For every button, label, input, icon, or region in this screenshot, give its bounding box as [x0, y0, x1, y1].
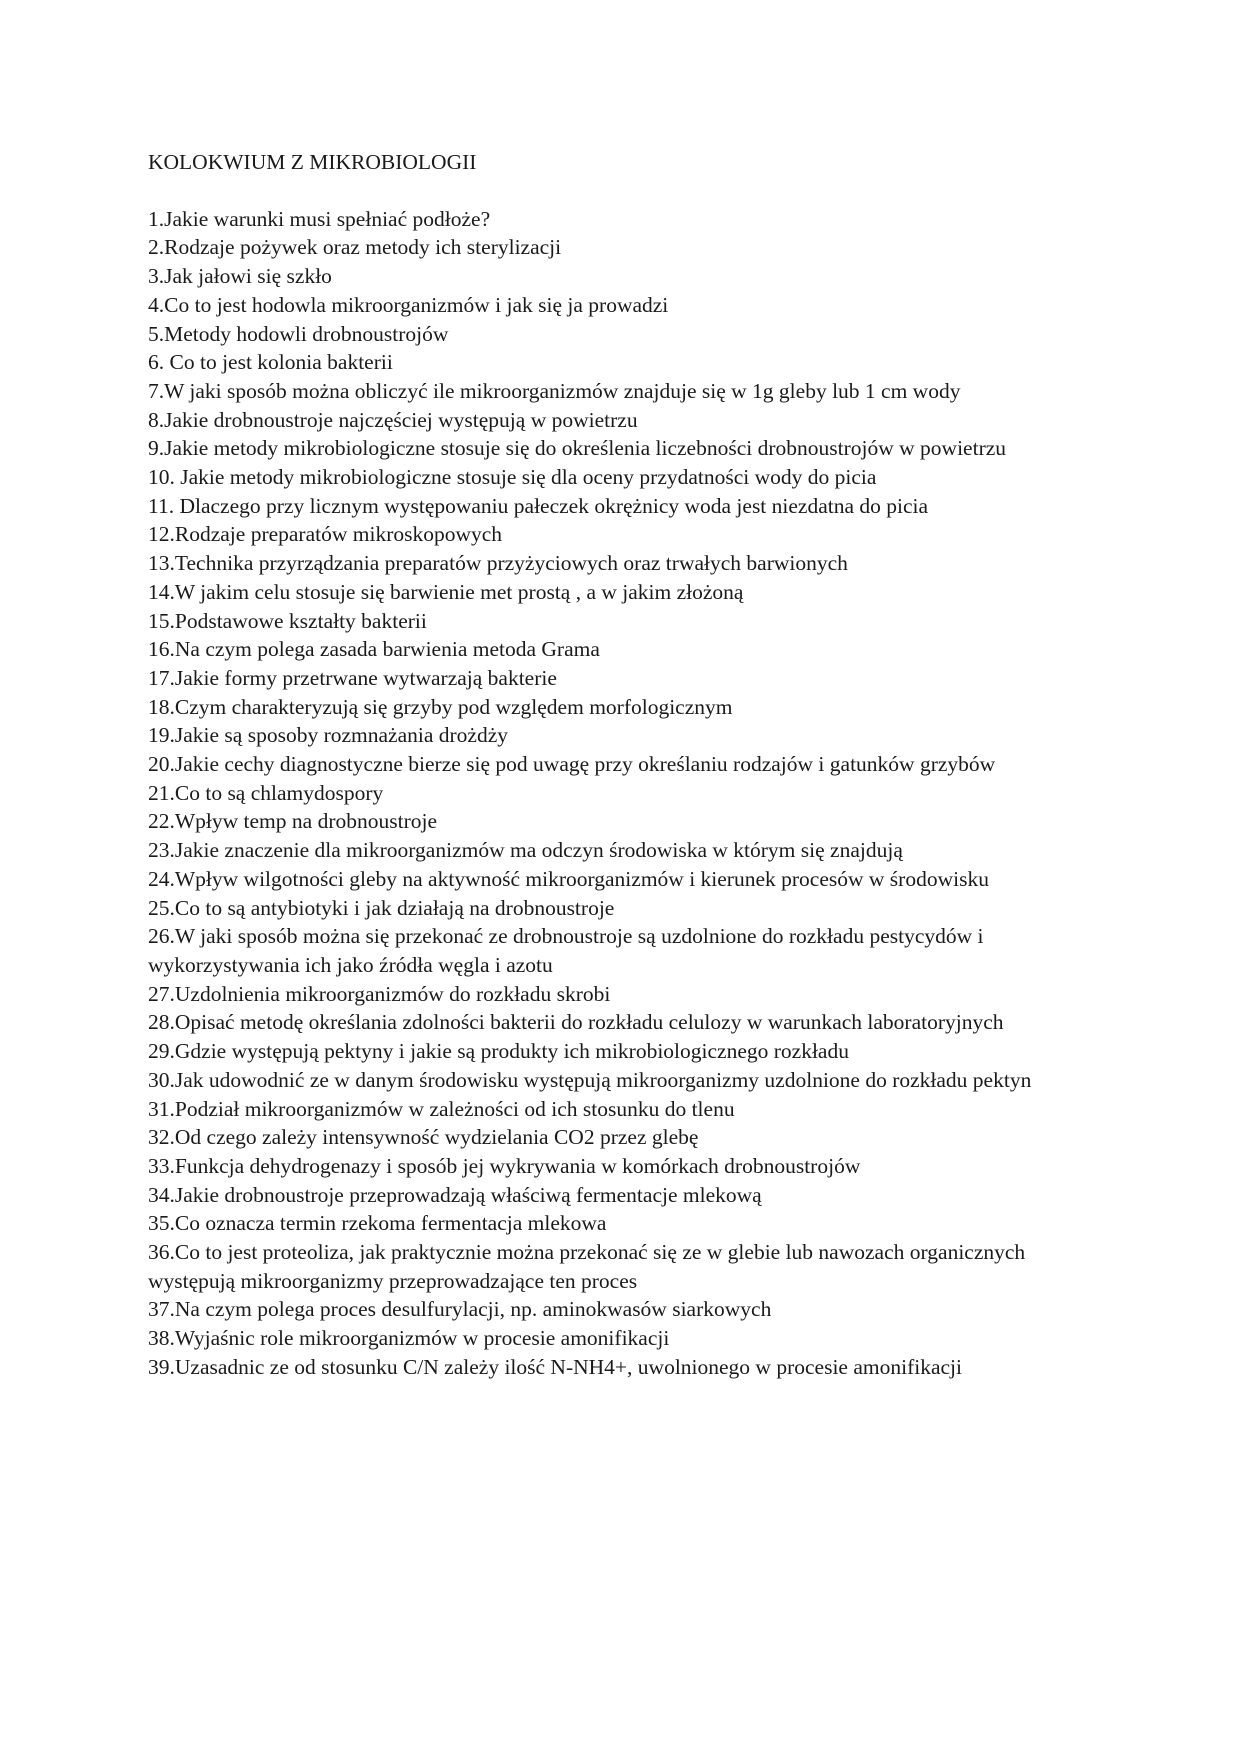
question-item: 7.W jaki sposób można obliczyć ile mikroorganizmów znajduje się w 1g gleby lub 1 cm wody [148, 378, 961, 403]
question-item: 23.Jakie znaczenie dla mikroorganizmów ma odczyn środowiska w którym się znajdują [148, 838, 903, 863]
question-item: 12.Rodzaje preparatów mikroskopowych [148, 522, 503, 547]
question-item: 38.Wyjaśnic role mikroorganizmów w procesie amonifikacji [148, 1326, 670, 1351]
question-item: 36.Co to jest proteoliza, jak praktycznie można przekonać się ze w glebie lub nawozach organicznych występują mikroorganizmy przeprowadzające ten proces [148, 1240, 1026, 1293]
question-item: 27.Uzdolnienia mikroorganizmów do rozkładu skrobi [148, 981, 611, 1006]
question-item: 31.Podział mikroorganizmów w zależności od ich stosunku do tlenu [148, 1096, 735, 1121]
question-item: 20.Jakie cechy diagnostyczne bierze się pod uwagę przy określaniu rodzajów i gatunków grzybów [148, 752, 996, 777]
question-item: 37.Na czym polega proces desulfurylacji, np. aminokwasów siarkowych [148, 1297, 772, 1322]
question-item: 1.Jakie warunki musi spełniać podłoże? [148, 206, 491, 231]
question-item: 2.Rodzaje pożywek oraz metody ich sterylizacji [148, 235, 562, 260]
question-item: 3.Jak jałowi się szkło [148, 264, 332, 289]
question-item: 35.Co oznacza termin rzekoma fermentacja mlekowa [148, 1211, 607, 1236]
question-list [148, 205, 1088, 1382]
question-item: 6. Co to jest kolonia bakterii [148, 350, 393, 375]
question-item: 18.Czym charakteryzują się grzyby pod względem morfologicznym [148, 694, 733, 719]
question-item: 14.W jakim celu stosuje się barwienie met prostą , a w jakim złożoną [148, 579, 744, 604]
question-item: 15.Podstawowe kształty bakterii [148, 608, 427, 633]
document-title: KOLOKWIUM Z MIKROBIOLOGII [148, 150, 477, 174]
question-item: 10. Jakie metody mikrobiologiczne stosuje się dla oceny przydatności wody do picia [148, 465, 877, 490]
question-item: 30.Jak udowodnić ze w danym środowisku występują mikroorganizmy uzdolnione do rozkładu pektyn [148, 1067, 1032, 1092]
question-item: 29.Gdzie występują pektyny i jakie są produkty ich mikrobiologicznego rozkładu [148, 1039, 849, 1064]
question-item: 5.Metody hodowli drobnoustrojów [148, 321, 449, 346]
question-item: 39.Uzasadnic ze od stosunku C/N zależy ilość N-NH4+, uwolnionego w procesie amonifikacji [148, 1354, 962, 1379]
question-item: 33.Funkcja dehydrogenazy i sposób jej wykrywania w komórkach drobnoustrojów [148, 1153, 861, 1178]
question-item: 28.Opisać metodę określania zdolności bakterii do rozkładu celulozy w warunkach laboratoryjnych [148, 1010, 1004, 1035]
question-item: 9.Jakie metody mikrobiologiczne stosuje się do określenia liczebności drobnoustrojów w powietrzu [148, 436, 1007, 461]
question-item: 25.Co to są antybiotyki i jak działają na drobnoustroje [148, 895, 615, 920]
question-item: 34.Jakie drobnoustroje przeprowadzają właściwą fermentacje mlekową [148, 1182, 762, 1207]
question-item: 26.W jaki sposób można się przekonać ze drobnoustroje są uzdolnione do rozkładu pestycydów i wykorzystywania ich jako źródła węgla i azotu [148, 924, 984, 977]
question-item: 32.Od czego zależy intensywność wydzielania CO2 przez glebę [148, 1125, 699, 1150]
document-content [148, 148, 1088, 1382]
question-item: 11. Dlaczego przy licznym występowaniu pałeczek okrężnicy woda jest niezdatna do picia [148, 493, 929, 518]
question-item: 22.Wpływ temp na drobnoustroje [148, 809, 438, 834]
question-item: 24.Wpływ wilgotności gleby na aktywność mikroorganizmów i kierunek procesów w środowisku [148, 866, 989, 891]
question-item: 16.Na czym polega zasada barwienia metoda Grama [148, 637, 600, 662]
question-item: 17.Jakie formy przetrwane wytwarzają bakterie [148, 665, 557, 690]
question-item: 21.Co to są chlamydospory [148, 780, 384, 805]
question-item: 13.Technika przyrządzania preparatów przyżyciowych oraz trwałych barwionych [148, 551, 848, 576]
question-item: 19.Jakie są sposoby rozmnażania drożdży [148, 723, 509, 748]
question-item: 4.Co to jest hodowla mikroorganizmów i jak się ja prowadzi [148, 292, 669, 317]
question-item: 8.Jakie drobnoustroje najczęściej występują w powietrzu [148, 407, 638, 432]
